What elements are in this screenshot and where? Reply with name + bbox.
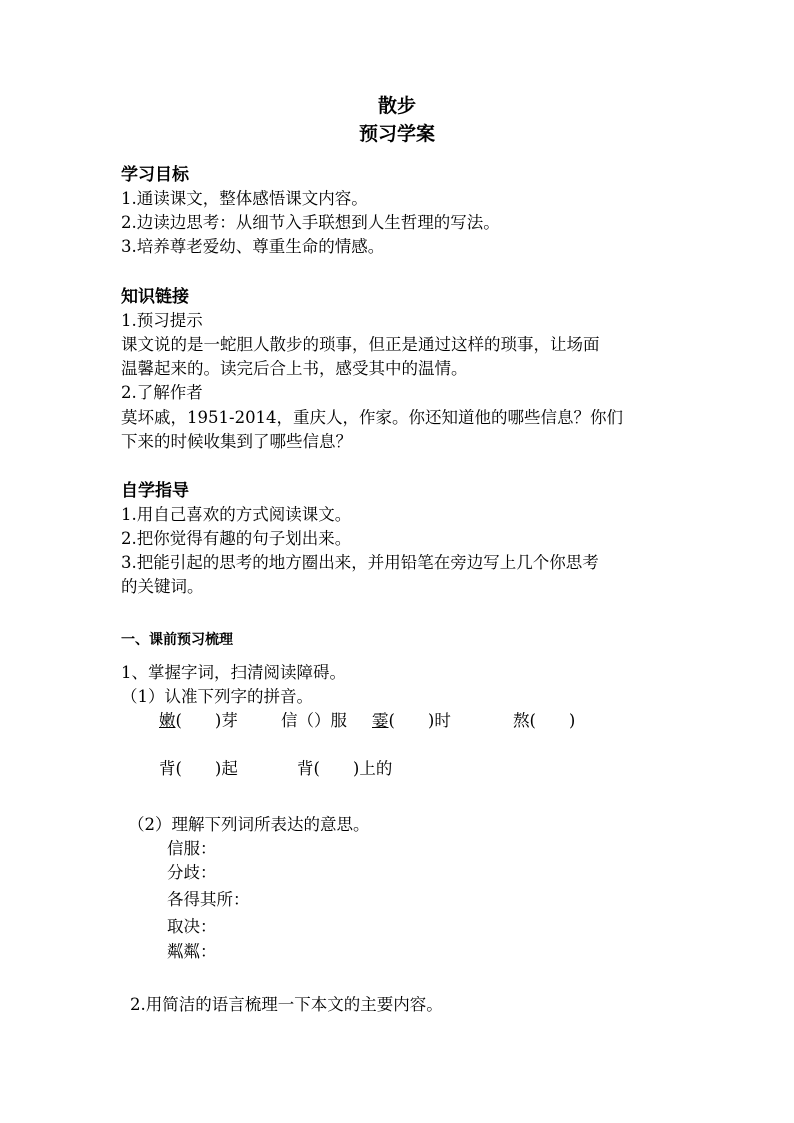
- question-1-part-2: （2）理解下列词所表达的意思。: [128, 815, 370, 834]
- term-item: 分歧：: [167, 863, 217, 882]
- pinyin-word-2: 信（）服: [281, 711, 347, 730]
- preview-tip-text: 课文说的是一蛇胆人散步的琐事，但正是通过这样的琐事，让场面: [121, 335, 600, 354]
- section-heading-preview: 一、课前预习梳理: [121, 632, 233, 648]
- author-text: 莫坏戚，1951-2014，重庆人，作家。你还知道他的哪些信息？你们: [121, 408, 624, 427]
- pinyin-blank: ( )时: [388, 711, 451, 730]
- knowledge-sub-heading: 1.预习提示: [121, 311, 203, 330]
- section-heading-self-study: 自学指导: [121, 481, 189, 501]
- page-title: 散步: [377, 95, 416, 117]
- pinyin-word-3: [372, 709, 451, 733]
- pinyin-word-6: 背( )上的: [297, 759, 393, 778]
- term-item: 粼粼：: [167, 942, 217, 961]
- pinyin-word-5: 背( )起: [159, 759, 238, 778]
- pinyin-target-char: 霎: [372, 711, 389, 730]
- question-2: 2.用简洁的语言梳理一下本文的主要内容。: [130, 995, 443, 1014]
- goal-item: 2.边读边思考：从细节入手联想到人生哲理的写法。: [121, 213, 500, 232]
- term-item: 各得其所：: [167, 890, 250, 909]
- guide-item: 2.把你觉得有趣的句子划出来。: [121, 529, 352, 548]
- pinyin-word-1: [159, 709, 238, 733]
- goal-item: 3.培养尊老爱幼、尊重生命的情感。: [121, 237, 385, 256]
- page-subtitle: 预习学案: [358, 123, 435, 145]
- pinyin-target-char: 嫩: [159, 711, 176, 730]
- pinyin-blank: ( )芽: [175, 711, 238, 730]
- term-item: 取决：: [167, 917, 217, 936]
- guide-item: 的关键词。: [121, 577, 204, 596]
- guide-item: 1.用自己喜欢的方式阅读课文。: [121, 505, 352, 524]
- preview-tip-text: 温馨起来的。读完后合上书，感受其中的温情。: [121, 359, 468, 378]
- section-heading-knowledge: 知识链接: [121, 287, 189, 307]
- guide-item: 3.把能引起的思考的地方圈出来，并用铅笔在旁边写上几个你思考: [121, 553, 599, 572]
- question-1-part-1: （1）认准下列字的拼音。: [121, 687, 313, 706]
- author-text: 下来的时候收集到了哪些信息？: [121, 432, 352, 451]
- term-item: 信服：: [167, 839, 217, 858]
- goal-item: 1.通读课文，整体感悟课文内容。: [121, 189, 368, 208]
- pinyin-word-4: 熬( ): [513, 711, 576, 730]
- section-heading-goals: 学习目标: [121, 165, 189, 185]
- question-1: 1、掌握字词，扫清阅读障碍。: [121, 663, 346, 682]
- knowledge-sub-heading: 2.了解作者: [121, 383, 203, 402]
